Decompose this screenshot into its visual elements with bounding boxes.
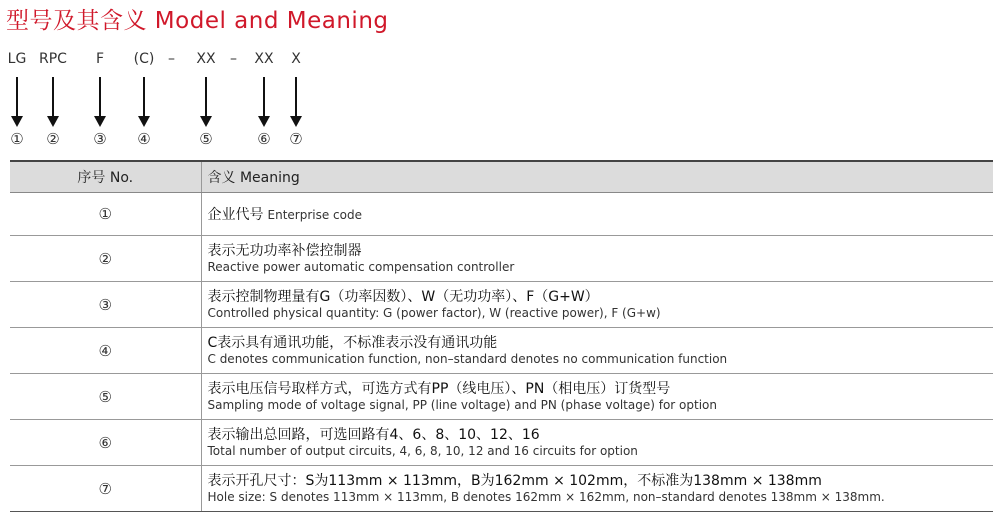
meaning-cn: 表示无功功率补偿控制器 [207,243,362,259]
circle-number: ⑥ [257,130,271,148]
row-number: ④ [10,328,201,374]
code-token: XX [196,51,216,67]
table-row [10,466,993,512]
down-arrow-icon [52,77,54,117]
row-meaning [201,282,993,328]
row-meaning [201,420,993,466]
row-number: ② [10,236,201,282]
model-code-diagram [0,50,330,150]
table-row [10,420,993,466]
circle-number: ⑦ [289,130,303,148]
meaning-en: Sampling mode of voltage signal, PP (line voltage) and PN (phase voltage) for option [207,398,717,412]
code-separator: – [168,51,175,67]
meaning-cn: 表示输出总回路，可选回路有4、6、8、10、12、16 [207,427,540,443]
code-segment-1 [0,50,37,148]
circle-number: ① [10,130,24,148]
code-token: X [291,51,301,67]
circle-number: ④ [137,130,151,148]
row-number: ⑦ [10,466,201,512]
row-meaning [201,374,993,420]
row-meaning [201,466,993,512]
meaning-en: Reactive power automatic compensation controller [207,260,515,274]
down-arrow-icon [99,77,101,117]
meaning-en: Hole size: S denotes 113mm × 113mm, B denotes 162mm × 162mm, non–standard denotes 138mm × 138mm. [207,490,885,504]
circle-number: ② [46,130,60,148]
code-segment-2 [33,50,73,148]
meaning-table [10,160,993,512]
meaning-cn: 表示电压信号取样方式，可选方式有PP（线电压）、PN（相电压）订货型号 [207,381,671,397]
down-arrow-icon [143,77,145,117]
code-token: F [95,51,105,67]
row-number: ③ [10,282,201,328]
row-meaning [201,236,993,282]
meaning-cn: 企业代号 [207,207,264,223]
table-header-row [10,161,993,193]
down-arrow-icon [16,77,18,117]
down-arrow-icon [295,77,297,117]
code-separator: – [230,51,237,67]
table-row [10,236,993,282]
code-token: XX [254,51,274,67]
code-token: RPC [39,51,67,67]
row-meaning [201,193,993,236]
meaning-en: Enterprise code [267,208,362,222]
meaning-en: C denotes communication function, non–standard denotes no communication function [207,352,728,366]
code-segment-4 [124,50,164,148]
code-segment-3 [80,50,120,148]
column-header-meaning: 含义 Meaning [201,161,993,193]
meaning-cn: 表示控制物理量有G（功率因数）、W（无功功率）、F（G+W） [207,289,599,305]
down-arrow-icon [263,77,265,117]
circle-number: ③ [93,130,107,148]
row-number: ⑥ [10,420,201,466]
table-row [10,282,993,328]
page-title: 型号及其含义 Model and Meaning [6,8,389,34]
table-row [10,328,993,374]
meaning-en: Controlled physical quantity: G (power factor), W (reactive power), F (G+w) [207,306,661,320]
circle-number: ⑤ [199,130,213,148]
meaning-en: Total number of output circuits, 4, 6, 8, 10, 12 and 16 circuits for option [207,444,638,458]
down-arrow-icon [205,77,207,117]
table-row [10,193,993,236]
row-meaning [201,328,993,374]
meaning-cn: 表示开孔尺寸：S为113mm × 113mm，B为162mm × 102mm，不标准为138mm × 138mm [207,473,822,489]
code-segment-7 [276,50,316,148]
code-token: (C) [133,51,155,67]
code-token: LG [7,51,27,67]
code-segment-5 [186,50,226,148]
row-number: ⑤ [10,374,201,420]
row-number: ① [10,193,201,236]
table-row [10,374,993,420]
column-header-no: 序号 No. [10,161,201,193]
meaning-cn: C表示具有通讯功能，不标准表示没有通讯功能 [207,335,498,351]
